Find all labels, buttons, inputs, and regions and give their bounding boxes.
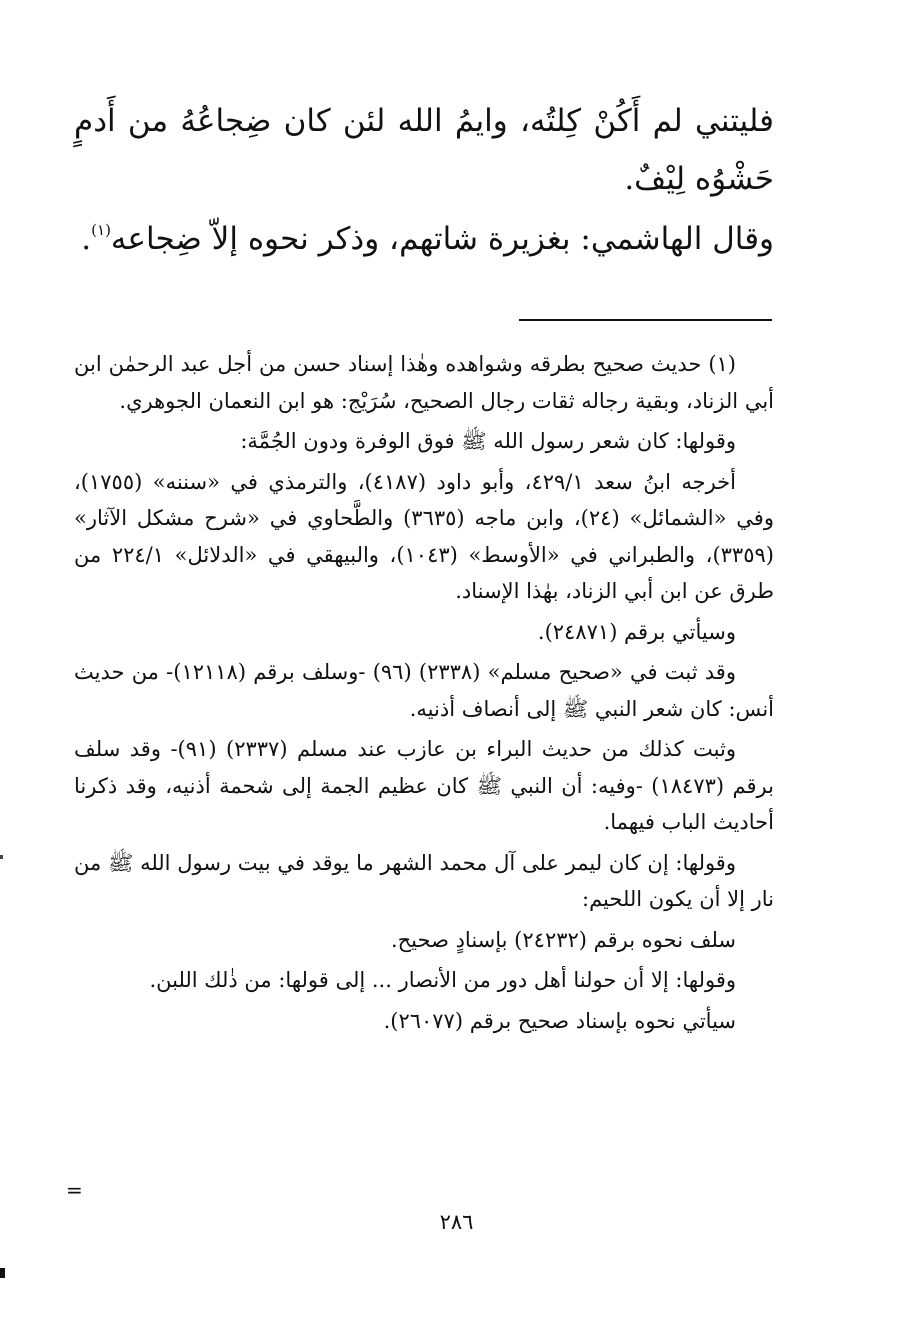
footnote-paragraph: وثبت كذلك من حديث البراء بن عازب عند مسلم (٢٣٣٧) (٩١)- وقد سلف برقم (١٨٤٧٣) -وفيه: أن النبي ﷺ كان عظيم الجمة إلى شحمة أذنيه، وقد ذكرنا أحاديث الباب فيهما. xyxy=(74,737,774,834)
main-paragraph: فليتني لم أَكُنْ كِلتُه، وايمُ الله لئن كان ضِجاعُهُ من أَدمٍ حَشْوُه لِيْفٌ. xyxy=(74,103,774,197)
page-number: ٢٨٦ xyxy=(439,1210,474,1234)
scan-speck xyxy=(0,1268,5,1278)
scan-speck xyxy=(0,855,3,859)
footnote-paragraph: وقولها: إن كان ليمر على آل محمد الشهر ما يوقد في بيت رسول الله ﷺ من نار إلا أن يكون اللحيم: xyxy=(74,850,774,911)
footnote-reference[interactable]: (١) xyxy=(91,221,111,239)
footnote-paragraph: سلف نحوه برقم (٢٤٢٣٢) بإسنادٍ صحيح. xyxy=(390,927,736,952)
footnote-paragraph: وقد ثبت في «صحيح مسلم» (٢٣٣٨) (٩٦) -وسلف برقم (١٢١١٨)- من حديث أنس: كان شعر النبي ﷺ إلى أنصاف أذنيه. xyxy=(74,660,774,721)
footnote-paragraph: أخرجه ابنُ سعد ٤٢٩/١، وأبو داود (٤١٨٧)، والترمذي في «سننه» (١٧٥٥)، وفي «الشمائل» (٢٤)، وابن ماجه (٣٦٣٥) والطَّحاوي في «شرح مشكل الآثار» (٣٣٥٩)، والطبراني في «الأوسط» (١٠٤٣)، والبيهقي في «الدلائل» ٢٢٤/١ من طرق عن ابن أبي الزناد، بهٰذا الإسناد. xyxy=(74,469,774,603)
footnote-paragraph: وسيأتي برقم (٢٤٨٧١). xyxy=(537,619,736,644)
footnote-paragraph: (١) حديث صحيح بطرقه وشواهده وهٰذا إسناد حسن من أجل عبد الرحمٰن ابن أبي الزناد، وبقية رجاله ثقات رجال الصحيح، سُرَيْج: هو ابن النعمان الجوهري. xyxy=(74,352,774,413)
main-paragraph-end: . xyxy=(81,221,92,257)
continuation-mark: = xyxy=(66,1178,83,1202)
footnote-paragraph: وقولها: إلا أن حولنا أهل دور من الأنصار ... إلى قولها: من ذٰلك اللبن. xyxy=(149,968,736,992)
main-paragraph-text: وقال الهاشمي: بغزيرة شاتهم، وذكر نحوه إلاّ ضِجاعه xyxy=(110,221,774,257)
footnotes xyxy=(74,346,774,1043)
footnote-paragraph: سيأتي نحوه بإسناد صحيح برقم (٢٦٠٧٧). xyxy=(383,1008,736,1033)
footnote-separator xyxy=(519,319,772,321)
main-paragraph xyxy=(74,210,774,268)
footnote-paragraph: وقولها: كان شعر رسول الله ﷺ فوق الوفرة ودون الجُمَّة: xyxy=(240,429,736,453)
main-text xyxy=(74,92,774,268)
